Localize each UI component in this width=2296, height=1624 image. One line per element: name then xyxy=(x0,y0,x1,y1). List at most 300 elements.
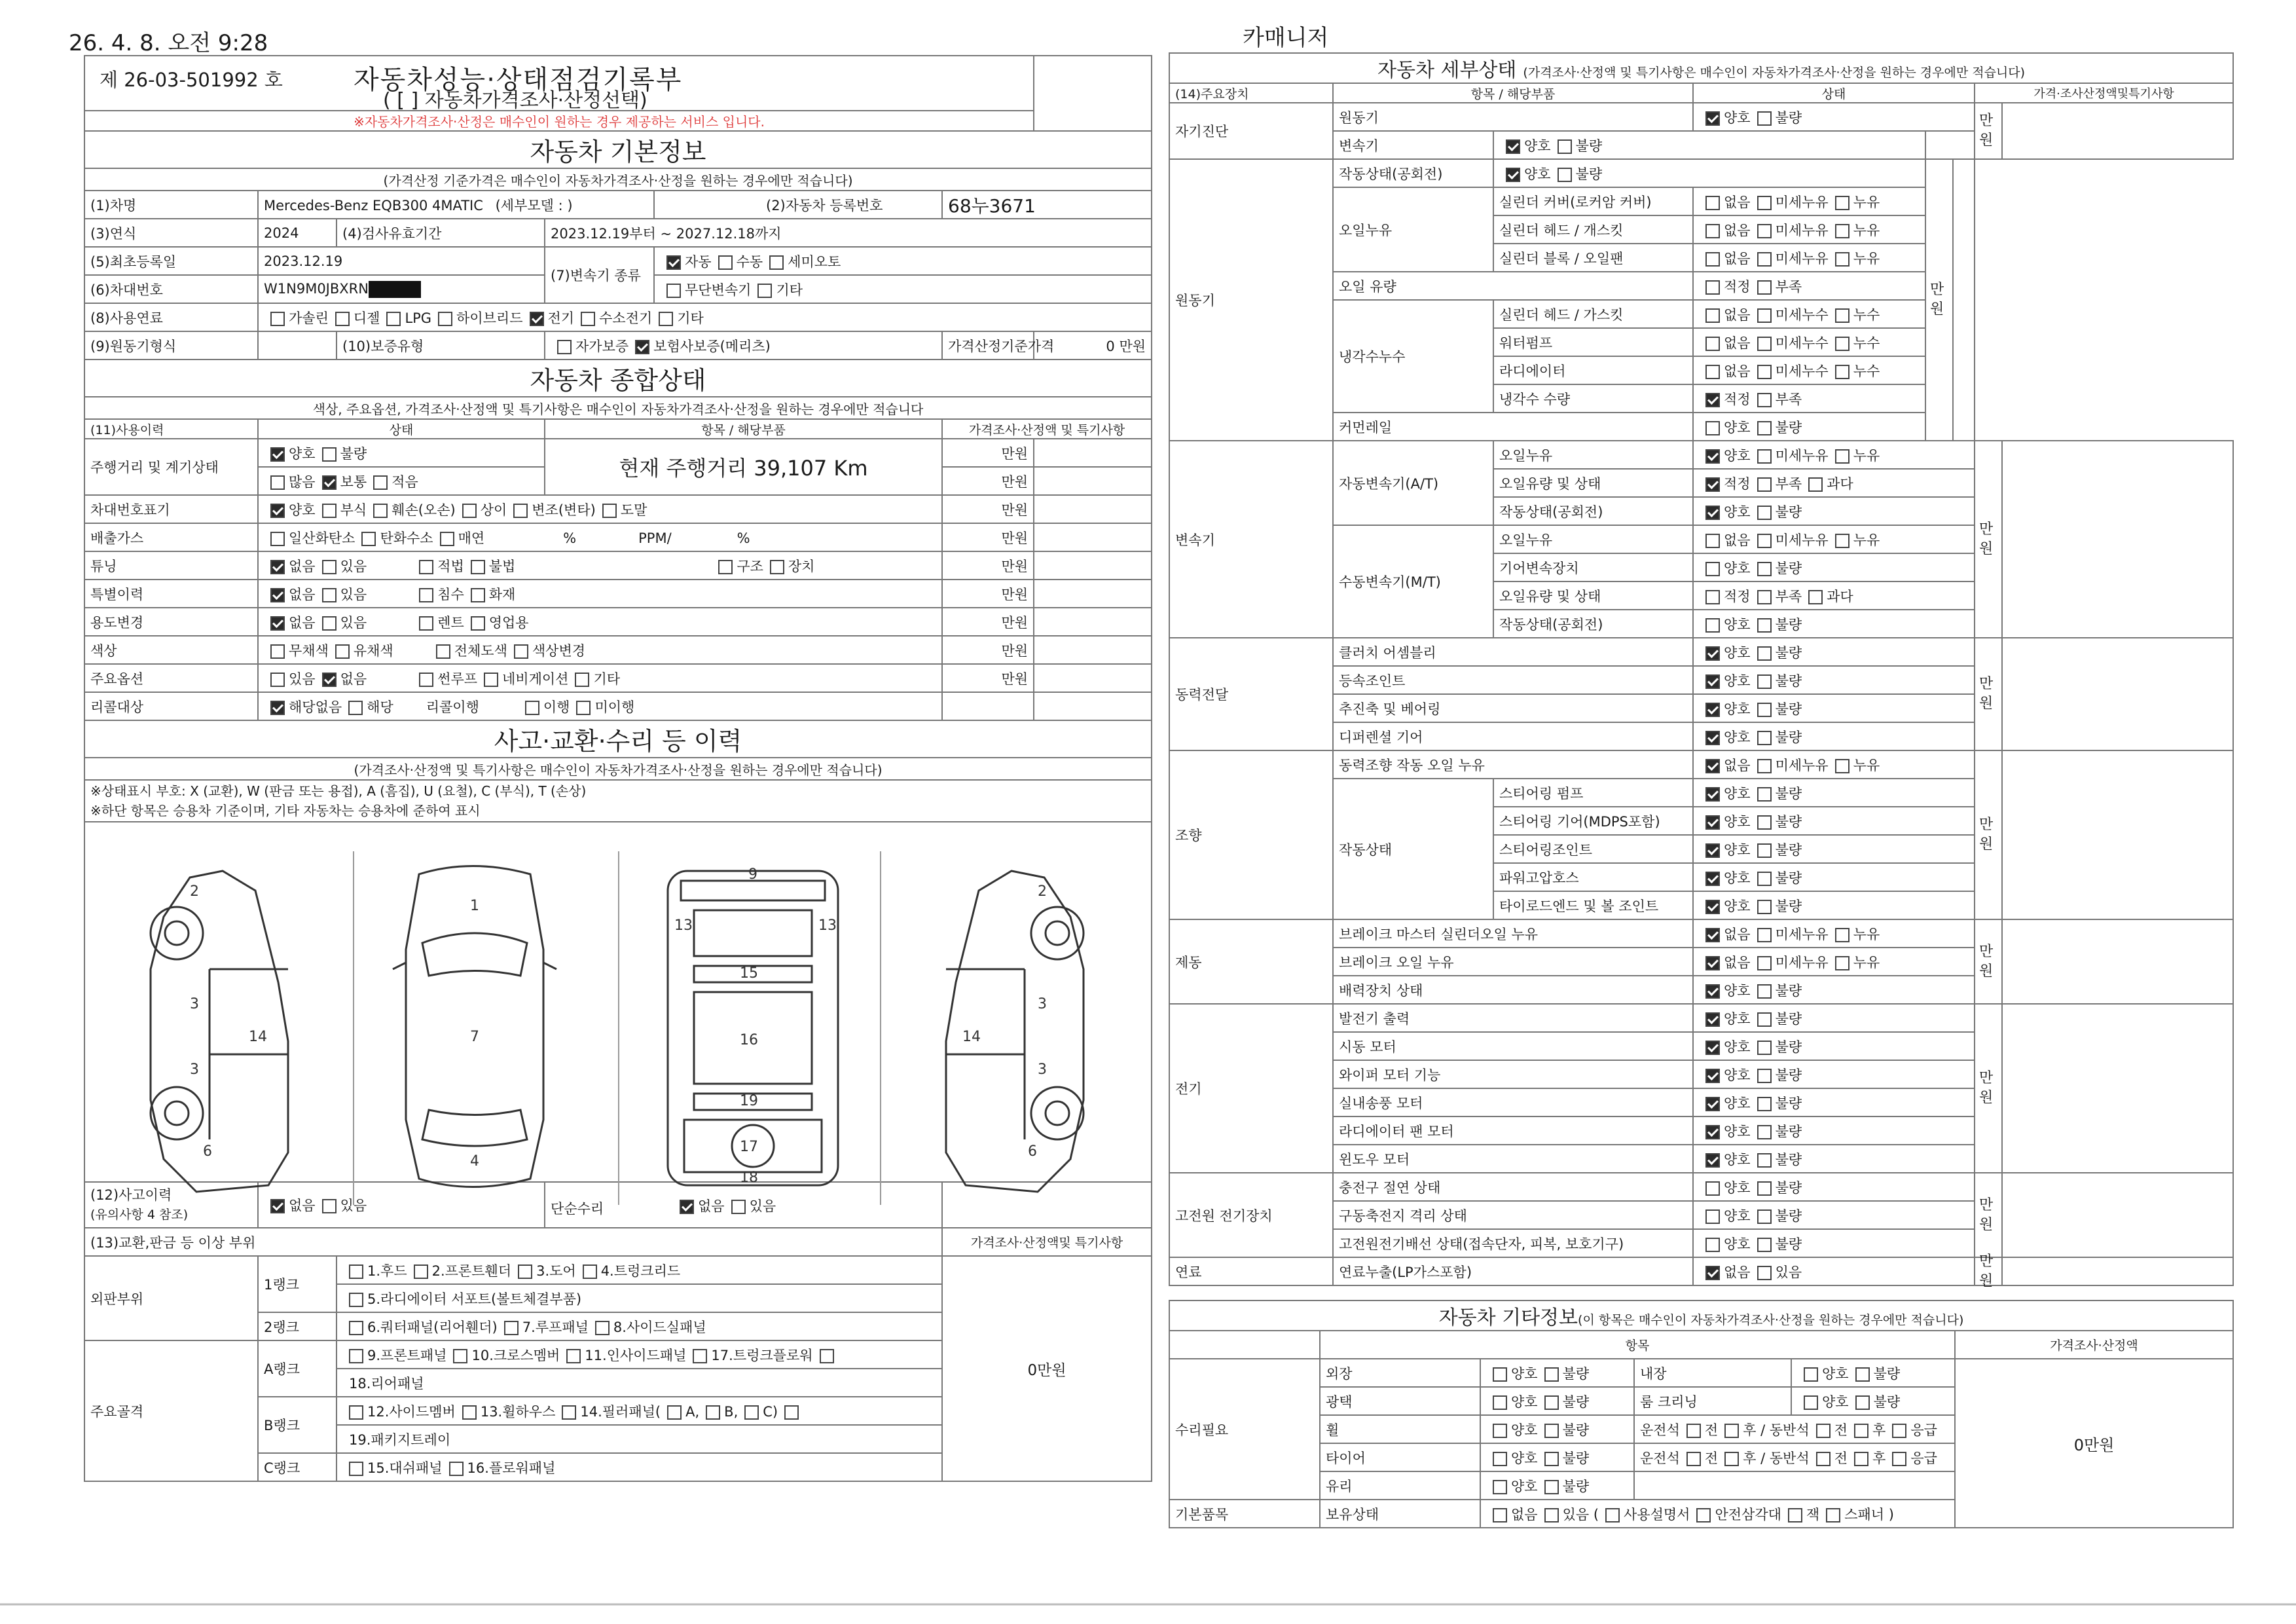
checkbox[interactable] xyxy=(1705,759,1720,773)
checkbox[interactable] xyxy=(566,1349,581,1363)
checkbox[interactable] xyxy=(419,673,433,687)
checkbox[interactable] xyxy=(1757,1181,1772,1196)
checkbox[interactable] xyxy=(349,1462,363,1476)
checkbox-label: 있음 xyxy=(340,558,367,574)
checkbox[interactable] xyxy=(1757,308,1772,323)
checkbox[interactable] xyxy=(1544,1395,1559,1410)
checkbox[interactable] xyxy=(1757,703,1772,717)
checkbox[interactable] xyxy=(575,673,589,687)
checkbox-label: 불량 xyxy=(1775,982,1802,999)
checkbox[interactable] xyxy=(820,1349,834,1363)
checkbox[interactable] xyxy=(419,560,433,574)
checkbox[interactable] xyxy=(1705,252,1720,267)
svg-text:2: 2 xyxy=(1038,883,1047,900)
part-label: 오일누유 xyxy=(1493,525,1693,553)
checkbox[interactable] xyxy=(583,1264,597,1279)
part-label: 실린더 블록 / 오일팬 xyxy=(1493,244,1693,272)
doc-subtitle: ( [ ] 자동차가격조사·산정선택) xyxy=(383,89,647,112)
checkbox[interactable] xyxy=(1757,815,1772,830)
checkbox-label: 상이 xyxy=(480,502,507,518)
checkbox[interactable] xyxy=(595,1321,610,1335)
checkbox[interactable] xyxy=(270,701,285,715)
checkbox[interactable] xyxy=(1705,984,1720,999)
checkbox-label: 누수 xyxy=(1853,335,1880,351)
checkbox[interactable] xyxy=(666,255,681,270)
checkbox[interactable] xyxy=(718,560,733,574)
checkbox[interactable] xyxy=(1705,196,1720,210)
checkbox[interactable] xyxy=(1757,900,1772,914)
checkbox[interactable] xyxy=(270,616,285,631)
checkbox[interactable] xyxy=(462,504,477,518)
checkbox[interactable] xyxy=(1493,1395,1507,1410)
first-reg-date: 2023.12.19 xyxy=(258,247,545,275)
item-label: 구동축전지 격리 상태 xyxy=(1333,1201,1693,1229)
checkbox[interactable] xyxy=(1757,872,1772,886)
checkbox-label: 유채색 xyxy=(353,642,393,659)
row-recall-label: 리콜대상 xyxy=(84,692,258,720)
checkbox[interactable] xyxy=(449,1462,464,1476)
item-label: 원동기 xyxy=(1333,103,1693,131)
checkbox[interactable] xyxy=(769,255,784,270)
checkbox-label: 불량 xyxy=(1562,1365,1590,1382)
checkbox[interactable] xyxy=(373,504,388,518)
label-fuel: (8)사용연료 xyxy=(84,303,258,331)
basic-info-note: (가격산정 기준가격은 매수인이 자동차가격조사·산정을 원하는 경우에만 적습니다) xyxy=(84,168,1152,191)
checkbox[interactable] xyxy=(438,312,452,326)
item-label: 라디에이터 팬 모터 xyxy=(1333,1116,1693,1145)
doc-title: 자동차성능·상태점검기록부 xyxy=(354,65,683,95)
checkbox-label: 양호 xyxy=(1724,673,1751,689)
checkbox[interactable] xyxy=(744,1405,759,1420)
checkbox[interactable] xyxy=(1757,1069,1772,1083)
checkbox-label: 있음 xyxy=(340,586,367,602)
checkbox[interactable] xyxy=(513,504,528,518)
checkbox-label: 부족 xyxy=(1775,588,1802,604)
checkbox[interactable] xyxy=(335,312,350,326)
checkbox[interactable] xyxy=(1705,815,1720,830)
checkbox[interactable] xyxy=(1757,731,1772,745)
item-label: 윈도우 모터 xyxy=(1333,1145,1693,1173)
checkbox[interactable] xyxy=(1705,111,1720,126)
checkbox[interactable] xyxy=(1854,1424,1868,1438)
checkbox[interactable] xyxy=(718,255,733,270)
checkbox[interactable] xyxy=(1757,646,1772,661)
checkbox[interactable] xyxy=(1757,1012,1772,1027)
checkbox[interactable] xyxy=(1757,787,1772,802)
part-label: 파워고압호스 xyxy=(1493,863,1693,891)
checkbox[interactable] xyxy=(557,340,572,354)
col-item: 항목 / 해당부품 xyxy=(545,419,942,439)
checkbox-label: 일산화탄소 xyxy=(289,530,355,546)
checkbox-label: 불량 xyxy=(1775,616,1802,633)
checkbox[interactable] xyxy=(471,616,485,631)
checkbox[interactable] xyxy=(1757,534,1772,548)
checkbox[interactable] xyxy=(504,1321,519,1335)
checkbox[interactable] xyxy=(1705,1153,1720,1168)
checkbox[interactable] xyxy=(1705,646,1720,661)
checkbox[interactable] xyxy=(1757,759,1772,773)
checkbox[interactable] xyxy=(1696,1508,1711,1522)
checkbox[interactable] xyxy=(270,504,285,518)
checkbox[interactable] xyxy=(1705,224,1720,238)
rankA-label: A랭크 xyxy=(258,1340,337,1397)
checkbox[interactable] xyxy=(1757,111,1772,126)
checkbox-label: 불량 xyxy=(1775,1151,1802,1168)
checkbox-label: 양호 xyxy=(1724,1067,1751,1083)
checkbox[interactable] xyxy=(1757,956,1772,970)
checkbox[interactable] xyxy=(1757,928,1772,942)
checkbox[interactable] xyxy=(471,588,485,602)
checkbox[interactable] xyxy=(1705,1238,1720,1252)
checkbox[interactable] xyxy=(1544,1367,1559,1382)
checkbox[interactable] xyxy=(1757,590,1772,604)
checkbox-label: 사용설명서 xyxy=(1624,1506,1690,1522)
checkbox-label: 무채색 xyxy=(289,642,329,659)
item-label: 추진축 및 베어링 xyxy=(1333,694,1693,722)
checkbox[interactable] xyxy=(1705,1125,1720,1139)
checkbox[interactable] xyxy=(322,588,337,602)
unit-manwon: 만원 xyxy=(942,495,1034,523)
checkbox-label: 불량 xyxy=(1575,138,1603,154)
checkbox-label: 불량 xyxy=(1775,1039,1802,1055)
checkbox-label: 미세누유 xyxy=(1775,532,1829,548)
svg-text:14: 14 xyxy=(249,1029,267,1045)
checkbox[interactable] xyxy=(1544,1424,1559,1438)
checkbox[interactable] xyxy=(386,312,401,326)
checkbox[interactable] xyxy=(602,504,617,518)
checkbox[interactable] xyxy=(1757,984,1772,999)
checkbox[interactable] xyxy=(471,560,485,574)
checkbox[interactable] xyxy=(1705,308,1720,323)
checkbox[interactable] xyxy=(440,532,454,546)
checkbox[interactable] xyxy=(1757,1238,1772,1252)
checkbox[interactable] xyxy=(1493,1452,1507,1466)
svg-text:9: 9 xyxy=(748,866,757,883)
checkbox[interactable] xyxy=(1705,506,1720,520)
checkbox[interactable] xyxy=(349,1321,363,1335)
checkbox[interactable] xyxy=(270,588,285,602)
checkbox[interactable] xyxy=(453,1349,467,1363)
checkbox-label: 13.휠하우스 xyxy=(480,1403,556,1420)
checkbox[interactable] xyxy=(1705,1181,1720,1196)
checkbox-label: 이행 xyxy=(543,699,570,715)
checkbox[interactable] xyxy=(1493,1367,1507,1382)
checkbox[interactable] xyxy=(1686,1452,1701,1466)
row-emission-label: 배출가스 xyxy=(84,523,258,551)
checkbox[interactable] xyxy=(1788,1508,1802,1522)
checkbox[interactable] xyxy=(1705,1097,1720,1111)
checkbox[interactable] xyxy=(1835,196,1850,210)
checkbox[interactable] xyxy=(270,532,285,546)
checkbox[interactable] xyxy=(1757,1125,1772,1139)
checkbox-label: 양호 xyxy=(1724,1151,1751,1168)
checkbox[interactable] xyxy=(518,1264,532,1279)
checkbox[interactable] xyxy=(1804,1367,1818,1382)
checkbox[interactable] xyxy=(1757,1153,1772,1168)
checkbox[interactable] xyxy=(525,701,539,715)
checkbox-label: 양호 xyxy=(1724,1123,1751,1139)
checkbox-label: 양호 xyxy=(1511,1393,1538,1410)
checkbox[interactable] xyxy=(1605,1508,1620,1522)
checkbox-label: 5.라디에이터 서포트(볼트체결부품) xyxy=(367,1291,582,1307)
checkbox[interactable] xyxy=(1506,139,1520,154)
checkbox[interactable] xyxy=(270,673,285,687)
checkbox-label: 자동 xyxy=(685,253,712,270)
item-label: 동력조향 작동 오일 누유 xyxy=(1333,750,1693,779)
checkbox[interactable] xyxy=(1835,365,1850,379)
checkbox-label: 전 xyxy=(1834,1422,1848,1438)
checkbox[interactable] xyxy=(270,447,285,462)
checkbox[interactable] xyxy=(1757,1266,1772,1280)
checkbox[interactable] xyxy=(1558,168,1572,182)
checkbox[interactable] xyxy=(1835,928,1850,942)
accident-title: 사고·교환·수리 등 이력 xyxy=(84,720,1152,758)
checkbox[interactable] xyxy=(436,644,450,659)
checkbox[interactable] xyxy=(1705,449,1720,464)
checkbox[interactable] xyxy=(1804,1395,1818,1410)
checkbox[interactable] xyxy=(348,701,363,715)
col-price: 가격조사·산정액 및 특기사항 xyxy=(942,419,1152,439)
checkbox[interactable] xyxy=(1686,1424,1701,1438)
checkbox-label: 3.도어 xyxy=(536,1263,576,1279)
checkbox[interactable] xyxy=(1506,168,1520,182)
checkbox[interactable] xyxy=(1705,477,1720,492)
col-use-history: (11)사용이력 xyxy=(84,419,258,439)
checkbox[interactable] xyxy=(1493,1480,1507,1494)
checkbox[interactable] xyxy=(1705,618,1720,633)
car-top-view xyxy=(393,866,556,1187)
checkbox-label: 불량 xyxy=(1775,813,1802,830)
car-left-side xyxy=(151,871,288,1192)
checkbox[interactable] xyxy=(322,673,337,687)
checkbox-label: 불량 xyxy=(1775,1236,1802,1252)
checkbox[interactable] xyxy=(1705,1012,1720,1027)
checkbox-label: 탄화수소 xyxy=(380,530,433,546)
checkbox[interactable] xyxy=(322,560,337,574)
svg-text:7: 7 xyxy=(470,1029,479,1045)
checkbox[interactable] xyxy=(349,1405,363,1420)
unit-manwon: 만원 xyxy=(942,439,1034,467)
checkbox[interactable] xyxy=(1705,590,1720,604)
checkbox[interactable] xyxy=(1826,1508,1840,1522)
checkbox-label: 보통 xyxy=(340,473,367,490)
checkbox[interactable] xyxy=(1757,337,1772,351)
checkbox[interactable] xyxy=(1835,308,1850,323)
other-note: (이 항목은 매수인이 자동차가격조사·산정을 원하는 경우에만 적습니다) xyxy=(1578,1313,1964,1327)
other-title: 자동차 기타정보 xyxy=(1438,1306,1578,1329)
row-special-label: 특별이력 xyxy=(84,580,258,608)
checkbox[interactable] xyxy=(581,312,595,326)
checkbox-label: 불량 xyxy=(1873,1365,1901,1382)
group-label: 자기진단 xyxy=(1169,103,1333,159)
checkbox[interactable] xyxy=(361,532,376,546)
checkbox[interactable] xyxy=(1892,1452,1906,1466)
group-label: 원동기 xyxy=(1169,159,1333,441)
checkbox[interactable] xyxy=(419,588,433,602)
checkbox[interactable] xyxy=(1757,562,1772,576)
unit-manwon: 만원 xyxy=(942,608,1034,636)
checkbox[interactable] xyxy=(1835,449,1850,464)
item-label: 클러치 어셈블리 xyxy=(1333,638,1693,666)
left-form: 제 26-03-501992 호 자동차성능·상태점검기록부 ( [ ] 자동차가격조사·산정선택) ※자동차가격조사·산정은 매수인이 원하는 경우 제공하는 서비스 입니다. 자동차 기본정보 (가격산정 기준가격은 매수인이 자동차가격조사·산정을 원하는 경우에만 적습니다) (1)차명 Mercedes-Benz EQB300 4MATIC (세부모델 : ) (2)자동차 등록번호 68누3671 (3)연식 2024 (4)검사유효기간 2023.12.19부터 ~ 2027.12.18까지 (5)최초등록일 2023.12.19 (7)변속기 종류 자동 수동 세미오토 (6)차대번호 W1N9M0JBXRN 무단변속기 기타 (8)사용연료 가솔린 디젤 LPG 하이브리드 전기 수소전기 기타 (9)원동기형식 (10)보증유형 자가보증 보험사보증(메리츠) 가격산정기준가격 0 만원 자동차 종합상태 색상, 주요옵션, 가격조사·산정액 및 특기사항은 매수인이 자동차가격조사·산정을 원하는 경우에만 적습니다 (11)사용이력 상태 항목 / 해당부품 가격조사·산정액 및 특기사항 주행거리 및 계기상태 양호 불량 현재 주행거리 39,107 Km 만원 많음 보통 적음 만원 차대번호표기 양호 부식 훼손(오손) 상이 변조(변타) 도말 만원 배출가스 일산화탄소 탄화수소 매연 % PPM/ % 만원 튜닝 없음 있음 적법 불법 구조 장치 만원 특별이력 없음 있음 침수 화재 만원 용도변경 없음 있음 렌트 영업용 만원 색상 무채색 유채색 전체도색 색상변경 만원 주요옵션 있음 없음 썬루프 네비게이션 기타 만원 리콜대상 해당없음 해당 리콜이행 이행 미이행 사고·교환·수리 등 이력 (가격조사·산정액 및 특기사항은 매수인이 자동차가격조사·산정을 원하는 경우에만 적습니다) ※상태표시 부호: X (교환), W (판금 또는 용접), A (흠집), U (요철), C (부식), T (손상) ※하단 항목은 승용차 기준이며, 기타 자동차는 승용차에 준하여 표시 (12)사고이력 (유의사항 4 참조) 없음 있음 단순수리 없음 있음 (13)교환,판금 등 이상 부위 가격조사·산정액및 특기사항 외판부위 1랭크 1.후드 2.프론트휀더 3.도어 4.트렁크리드 0만원 5.라디에이터 서포트(볼트체결부품) 2랭크 6.쿼터패널(리어휀더) 7.루프패널 8.사이드실패널 주요골격 A랭크 9.프론트패널 10.크로스멤버 11.인사이드패널 17.트렁크플로워 18.리어패널 B랭크 12.사이드멤버 13.휠하우스 14.필러패널( A, B, C) 19.패키지트레이 C랭크 15.대쉬패널 16.플로워패널 xyxy=(84,55,1152,1482)
checkbox-label: 하이브리드 xyxy=(456,310,523,326)
checkbox[interactable] xyxy=(1493,1508,1507,1522)
checkbox[interactable] xyxy=(1705,280,1720,295)
checkbox[interactable] xyxy=(270,560,285,574)
checkbox[interactable] xyxy=(373,475,388,490)
checkbox[interactable] xyxy=(1808,477,1823,492)
checkbox[interactable] xyxy=(1558,139,1572,154)
checkbox[interactable] xyxy=(1757,280,1772,295)
checkbox[interactable] xyxy=(666,284,681,298)
checkbox[interactable] xyxy=(419,616,433,631)
checkbox[interactable] xyxy=(1757,252,1772,267)
rank2-label: 2랭크 xyxy=(258,1312,337,1340)
checkbox-label: 구조 xyxy=(737,558,763,574)
car-year: 2024 xyxy=(258,219,337,247)
checkbox[interactable] xyxy=(1757,365,1772,379)
sub-label: 냉각수누수 xyxy=(1333,300,1493,413)
checkbox[interactable] xyxy=(1705,787,1720,802)
checkbox-label: 있음 ( xyxy=(1562,1506,1599,1522)
checkbox[interactable] xyxy=(576,701,591,715)
checkbox[interactable] xyxy=(1705,956,1720,970)
checkbox[interactable] xyxy=(1544,1480,1559,1494)
checkbox-label: 6.쿼터패널(리어휀더) xyxy=(367,1319,498,1335)
checkbox[interactable] xyxy=(770,560,784,574)
checkbox[interactable] xyxy=(1705,1069,1720,1083)
checkbox-label: 부족 xyxy=(1775,475,1802,492)
checkbox[interactable] xyxy=(1705,562,1720,576)
checkbox[interactable] xyxy=(635,340,649,354)
sub-label: 작동상태 xyxy=(1333,779,1493,919)
checkbox[interactable] xyxy=(1808,590,1823,604)
checkbox[interactable] xyxy=(1544,1508,1559,1522)
checkbox[interactable] xyxy=(784,1405,799,1420)
checkbox-label: 후 xyxy=(1872,1422,1886,1438)
checkbox[interactable] xyxy=(349,1264,363,1279)
checkbox[interactable] xyxy=(1855,1367,1870,1382)
checkbox[interactable] xyxy=(349,1349,363,1363)
checkbox[interactable] xyxy=(1705,534,1720,548)
checkbox[interactable] xyxy=(1835,252,1850,267)
checkbox[interactable] xyxy=(659,312,673,326)
checkbox[interactable] xyxy=(1757,421,1772,435)
checkbox[interactable] xyxy=(1757,843,1772,858)
checkbox[interactable] xyxy=(1757,224,1772,238)
checkbox[interactable] xyxy=(1724,1424,1739,1438)
checkbox-label: 2.프론트휀더 xyxy=(431,1263,512,1279)
checkbox[interactable] xyxy=(1705,900,1720,914)
checkbox[interactable] xyxy=(1757,449,1772,464)
checkbox[interactable] xyxy=(1705,421,1720,435)
checkbox-label: 안전삼각대 xyxy=(1715,1506,1781,1522)
checkbox[interactable] xyxy=(1757,393,1772,407)
checkbox[interactable] xyxy=(706,1405,720,1420)
checkbox[interactable] xyxy=(1757,1209,1772,1224)
checkbox[interactable] xyxy=(1835,759,1850,773)
checkbox[interactable] xyxy=(1705,337,1720,351)
checkbox[interactable] xyxy=(1493,1424,1507,1438)
checkbox[interactable] xyxy=(1835,337,1850,351)
label-transmission: (7)변속기 종류 xyxy=(545,247,654,303)
checkbox[interactable] xyxy=(414,1264,428,1279)
checkbox[interactable] xyxy=(322,504,337,518)
item-label: 브레이크 마스터 실린더오일 누유 xyxy=(1333,919,1693,948)
checkbox[interactable] xyxy=(1724,1452,1739,1466)
checkbox[interactable] xyxy=(1705,928,1720,942)
checkbox[interactable] xyxy=(693,1349,707,1363)
checkbox[interactable] xyxy=(1705,1266,1720,1280)
checkbox[interactable] xyxy=(1757,196,1772,210)
checkbox[interactable] xyxy=(1705,674,1720,689)
checkbox[interactable] xyxy=(757,284,772,298)
checkbox[interactable] xyxy=(335,644,350,659)
checkbox[interactable] xyxy=(1705,365,1720,379)
checkbox[interactable] xyxy=(1705,1209,1720,1224)
checkbox[interactable] xyxy=(514,644,528,659)
checkbox[interactable] xyxy=(1757,506,1772,520)
checkbox[interactable] xyxy=(270,644,285,659)
checkbox-label: 양호 xyxy=(1724,870,1751,886)
checkbox[interactable] xyxy=(1757,1041,1772,1055)
checkbox[interactable] xyxy=(1705,731,1720,745)
checkbox[interactable] xyxy=(1705,872,1720,886)
checkbox[interactable] xyxy=(484,673,498,687)
checkbox[interactable] xyxy=(562,1405,576,1420)
checkbox[interactable] xyxy=(1854,1452,1868,1466)
unit-manwon: 만원 xyxy=(942,636,1034,664)
checkbox[interactable] xyxy=(1544,1452,1559,1466)
checkbox-label: 누유 xyxy=(1853,447,1880,464)
checkbox[interactable] xyxy=(1705,1041,1720,1055)
checkbox[interactable] xyxy=(322,475,337,490)
checkbox[interactable] xyxy=(667,1405,682,1420)
checkbox[interactable] xyxy=(1757,477,1772,492)
checkbox[interactable] xyxy=(530,312,544,326)
checkbox[interactable] xyxy=(1705,703,1720,717)
checkbox[interactable] xyxy=(1757,1097,1772,1111)
checkbox[interactable] xyxy=(322,616,337,631)
rank1-label: 1랭크 xyxy=(258,1256,337,1312)
checkbox[interactable] xyxy=(349,1293,363,1307)
checkbox[interactable] xyxy=(1705,843,1720,858)
checkbox[interactable] xyxy=(270,312,285,326)
checkbox[interactable] xyxy=(1855,1395,1870,1410)
checkbox-label: 기타 xyxy=(593,671,621,687)
checkbox-label: 양호 xyxy=(1724,898,1751,914)
checkbox[interactable] xyxy=(270,475,285,490)
checkbox[interactable] xyxy=(322,447,337,462)
checkbox[interactable] xyxy=(1705,393,1720,407)
checkbox-label: 양호 xyxy=(1724,419,1751,435)
checkbox[interactable] xyxy=(1835,224,1850,238)
car-frame-view xyxy=(668,866,838,1186)
checkbox[interactable] xyxy=(1757,618,1772,633)
overall-title: 자동차 종합상태 xyxy=(84,360,1152,397)
checkbox[interactable] xyxy=(1816,1424,1831,1438)
checkbox[interactable] xyxy=(462,1405,477,1420)
checkbox-label: 적정 xyxy=(1724,475,1751,492)
checkbox[interactable] xyxy=(1757,674,1772,689)
checkbox-label: 보험사보증(메리츠) xyxy=(653,338,771,354)
checkbox[interactable] xyxy=(1835,956,1850,970)
checkbox[interactable] xyxy=(1835,534,1850,548)
checkbox[interactable] xyxy=(1892,1424,1906,1438)
checkbox-label: 미세누유 xyxy=(1775,194,1829,210)
checkbox[interactable] xyxy=(1816,1452,1831,1466)
checkbox-label: 응급 xyxy=(1910,1450,1937,1466)
